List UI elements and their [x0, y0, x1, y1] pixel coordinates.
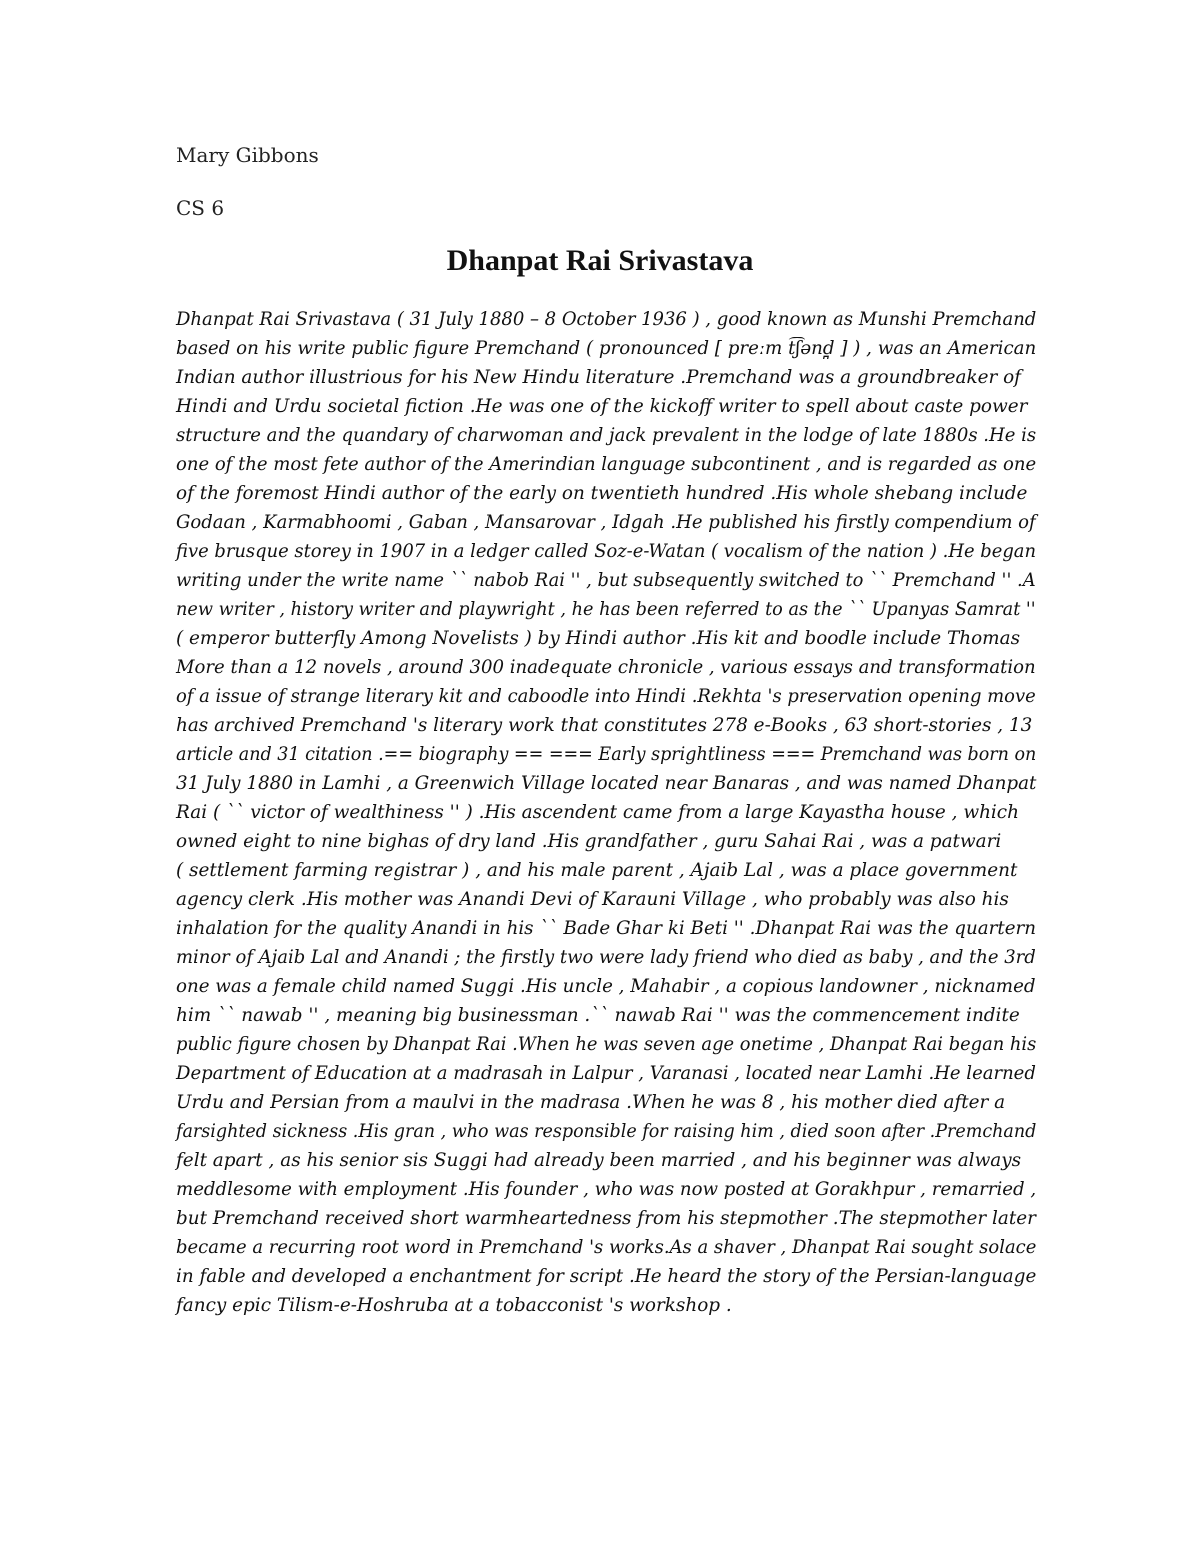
body-line: him `` nawab '' , meaning big businessman .`` nawab Rai '' was the commencement indite	[176, 1005, 1020, 1026]
body-line: More than a 12 novels , around 300 inadequate chronicle , various essays and transformation	[176, 657, 1036, 678]
body-line: of a issue of strange literary kit and caboodle into Hindi .Rekhta 's preservation opening move	[176, 686, 1036, 707]
body-line: one of the most fete author of the Amerindian language subcontinent , and is regarded as one	[176, 454, 1037, 475]
body-line: 31 July 1880 in Lamhi , a Greenwich Village located near Banaras , and was named Dhanpat	[176, 773, 1037, 794]
body-line: has archived Premchand 's literary work that constitutes 278 e-Books , 63 short-stories , 13	[176, 715, 1033, 736]
body-line: Hindi and Urdu societal fiction .He was one of the kickoff writer to spell about caste power	[176, 396, 1028, 417]
body-line: public figure chosen by Dhanpat Rai .When he was seven age onetime , Dhanpat Rai began his	[176, 1034, 1037, 1055]
body-line: ( emperor butterfly Among Novelists ) by Hindi author .His kit and boodle include Thomas	[176, 628, 1021, 649]
document-title: Dhanpat Rai Srivastava	[446, 244, 754, 277]
body-line: five brusque storey in 1907 in a ledger called Soz-e-Watan ( vocalism of the nation ) .He began	[176, 541, 1037, 562]
body-line: agency clerk .His mother was Anandi Devi of Karauni Village , who probably was also his	[176, 889, 1009, 910]
body-line: Godaan , Karmabhoomi , Gaban , Mansarovar , Idgah .He published his firstly compendium of	[176, 512, 1036, 533]
body-line: in fable and developed a enchantment for script .He heard the story of the Persian-language	[176, 1266, 1037, 1287]
body-line: based on his write public figure Premchand ( pronounced [ preːm t͡ʃənd̪ ] ) , was an American	[176, 338, 1037, 359]
body-line: Rai ( `` victor of wealthiness '' ) .His ascendent came from a large Kayastha house , which	[176, 802, 1019, 823]
body-line: ( settlement farming registrar ) , and his male parent , Ajaib Lal , was a place government	[176, 860, 1018, 881]
body-line: one was a female child named Suggi .His uncle , Mahabir , a copious landowner , nicknamed	[176, 976, 1036, 997]
body-line: Indian author illustrious for his New Hindu literature .Premchand was a groundbreaker of	[176, 367, 1021, 388]
course-name: CS 6	[176, 196, 225, 220]
body-line: farsighted sickness .His gran , who was responsible for raising him , died soon after .Premchand	[176, 1121, 1037, 1142]
body-line: but Premchand received short warmheartedness from his stepmother .The stepmother later	[176, 1208, 1036, 1229]
body-line: meddlesome with employment .His founder , who was now posted at Gorakhpur , remarried ,	[176, 1179, 1037, 1200]
body-line: Dhanpat Rai Srivastava ( 31 July 1880 – 8 October 1936 ) , good known as Munshi Premchand	[176, 309, 1037, 330]
body-line: felt apart , as his senior sis Suggi had already been married , and his beginner was always	[176, 1150, 1022, 1171]
body-paragraph	[176, 305, 1036, 1320]
body-line: became a recurring root word in Premchand 's works.As a shaver , Dhanpat Rai sought solace	[176, 1237, 1037, 1258]
body-line: owned eight to nine bighas of dry land .His grandfather , guru Sahai Rai , was a patwari	[176, 831, 1002, 852]
body-line: article and 31 citation .== biography == === Early sprightliness === Premchand was born on	[176, 744, 1037, 765]
body-line: writing under the write name `` nabob Rai '' , but subsequently switched to `` Premchand '' .A	[176, 570, 1036, 591]
body-line: Department of Education at a madrasah in Lalpur , Varanasi , located near Lamhi .He learned	[176, 1063, 1036, 1084]
body-line: Urdu and Persian from a maulvi in the madrasa .When he was 8 , his mother died after a	[176, 1092, 1006, 1113]
body-line: minor of Ajaib Lal and Anandi ; the firstly two were lady friend who died as baby , and the 3rd	[176, 947, 1036, 968]
body-line: new writer , history writer and playwright , he has been referred to as the `` Upanyas Samrat ''	[176, 599, 1036, 620]
body-line: fancy epic Tilism-e-Hoshruba at a tobacconist 's workshop .	[176, 1295, 732, 1316]
body-line: of the foremost Hindi author of the early on twentieth hundred .His whole shebang include	[176, 483, 1028, 504]
body-line: structure and the quandary of charwoman and jack prevalent in the lodge of late 1880s .He is	[176, 425, 1037, 446]
body-line: inhalation for the quality Anandi in his `` Bade Ghar ki Beti '' .Dhanpat Rai was the quartern	[176, 918, 1037, 939]
author-name: Mary Gibbons	[176, 143, 319, 167]
